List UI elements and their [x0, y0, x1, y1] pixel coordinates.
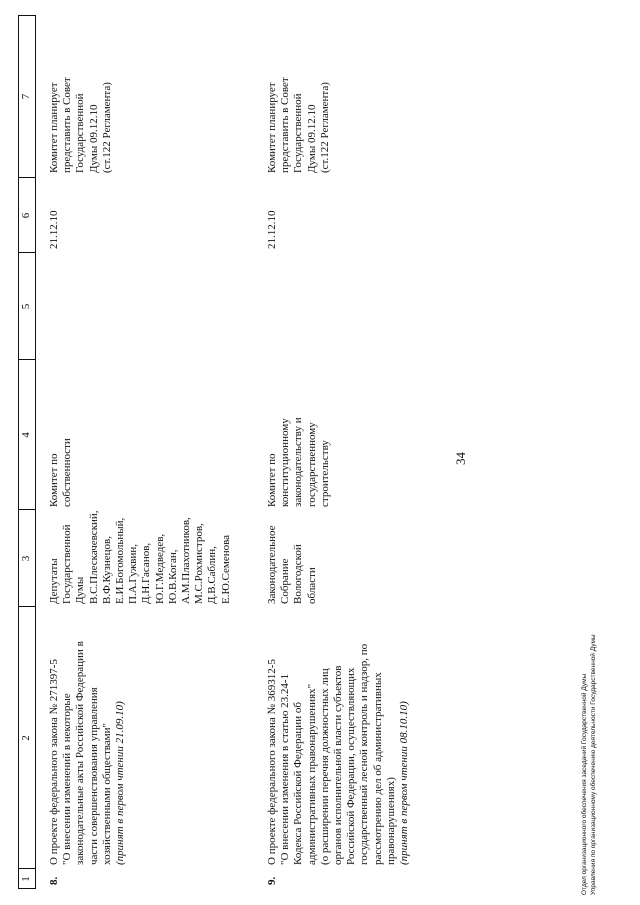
committee-line: строительству — [318, 440, 331, 507]
author-line: Е.И.Богомольный, — [114, 517, 127, 604]
committee-line: Комитет по — [48, 453, 60, 507]
plan-line: Комитет планирует — [266, 82, 278, 173]
column-header-7: 7 — [20, 93, 32, 100]
consideration-date: 21.12.10 — [48, 210, 60, 249]
author-line: Собрание — [279, 558, 292, 604]
plan-line: (ст.122 Регламента) — [318, 82, 331, 173]
column-header-6: 6 — [20, 212, 32, 219]
reading-note: (принят в первом чтении 08.10.10) — [398, 701, 411, 865]
plan-line: представить в Совет — [279, 77, 292, 173]
plan-line: Комитет планирует — [48, 82, 60, 173]
bill-title-line: органов исполнительной власти субъектов — [332, 665, 345, 865]
row-number: 9. — [266, 876, 278, 885]
plan-line: Думы 09.12.10 — [305, 104, 318, 173]
author-line: А.М.Плахотников, — [180, 517, 193, 604]
column-header-5: 5 — [20, 303, 32, 310]
footer-line: Отдел организационного обеспечения заседаний Государственной Думы — [581, 673, 588, 895]
column-header-3: 3 — [20, 555, 32, 562]
page-number: 34 — [453, 452, 468, 465]
bill-authors — [48, 508, 233, 604]
author-line: М.С.Рохмистров, — [193, 523, 206, 604]
responsible-committee — [48, 362, 74, 507]
footer — [580, 634, 598, 895]
committee-line: законодательству и — [292, 417, 305, 507]
bill-title — [48, 603, 127, 865]
column-header-2: 2 — [20, 735, 32, 741]
bill-title — [266, 603, 411, 865]
row-number: 8. — [48, 876, 60, 885]
consideration-date: 21.12.10 — [266, 210, 278, 249]
bill-title-line: части совершенствования управления — [87, 687, 100, 865]
author-line: Ю.В.Коган, — [166, 549, 179, 604]
author-line: В.Ф.Кузнецов, — [100, 536, 113, 604]
bill-title-line: хозяйственными обществами" — [100, 722, 113, 865]
author-line: Вологодской области — [292, 544, 318, 604]
bill-title-line: О проекте федерального закона № 369312-5 — [266, 659, 278, 865]
bill-title-line: О проекте федерального закона № 271397-5 — [48, 659, 60, 865]
author-line: Ю.Г.Медведев, — [153, 533, 166, 604]
bill-title-line: государственный лесной контроль и надзор, по — [358, 643, 371, 865]
bill-authors — [266, 508, 319, 604]
author-line: П.А.Гужвин, — [127, 543, 140, 604]
plan-note — [266, 15, 332, 173]
committee-line: конституционному — [279, 418, 292, 507]
author-line: Д.В.Саблин, — [206, 546, 219, 604]
author-line: Думы — [74, 576, 87, 604]
plan-line: Думы 09.12.10 — [87, 104, 100, 173]
bill-title-line: "О внесении изменения в статью 23.24-1 — [279, 673, 292, 865]
committee-line: собственности — [61, 438, 74, 507]
responsible-committee — [266, 362, 332, 507]
plan-line: Государственной — [74, 93, 87, 173]
footer-line: Управления по организационному обеспечению деятельности Государственной Думы — [590, 634, 597, 895]
bill-title-line: правонарушениях) — [384, 777, 397, 865]
plan-line: (ст.122 Регламента) — [100, 82, 113, 173]
author-line: Д.Н.Гасанов, — [140, 542, 153, 604]
bill-title-line: законодательные акты Российской Федерации в — [74, 641, 87, 865]
plan-note — [48, 15, 114, 173]
bill-title-line: рассмотрению дел об административных — [371, 672, 384, 865]
committee-line: Комитет по — [266, 453, 278, 507]
bill-title-line: Кодекса Российской Федерации об — [292, 702, 305, 865]
author-line: Государственной — [61, 524, 74, 604]
committee-line: государственному — [305, 422, 318, 507]
author-line: Депутаты — [48, 558, 60, 604]
reading-note: (принят в первом чтении 21.09.10) — [114, 701, 127, 865]
bill-title-line: (о расширении перечня должностных лиц — [318, 668, 331, 865]
column-header-4: 4 — [20, 432, 32, 438]
bill-title-line: административных правонарушениях" — [305, 683, 318, 865]
author-line: В.С.Плескачевский, — [87, 510, 100, 604]
author-line: Законодательное — [266, 525, 278, 604]
column-header-1: 1 — [20, 876, 32, 882]
bill-title-line: "О внесении изменений в некоторые — [61, 693, 74, 865]
plan-line: Государственной — [292, 93, 305, 173]
plan-line: представить в Совет — [61, 77, 74, 173]
bill-title-line: Российской Федерации, осуществляющих — [345, 667, 358, 865]
author-line: Е.Ю.Семенова — [219, 534, 232, 604]
